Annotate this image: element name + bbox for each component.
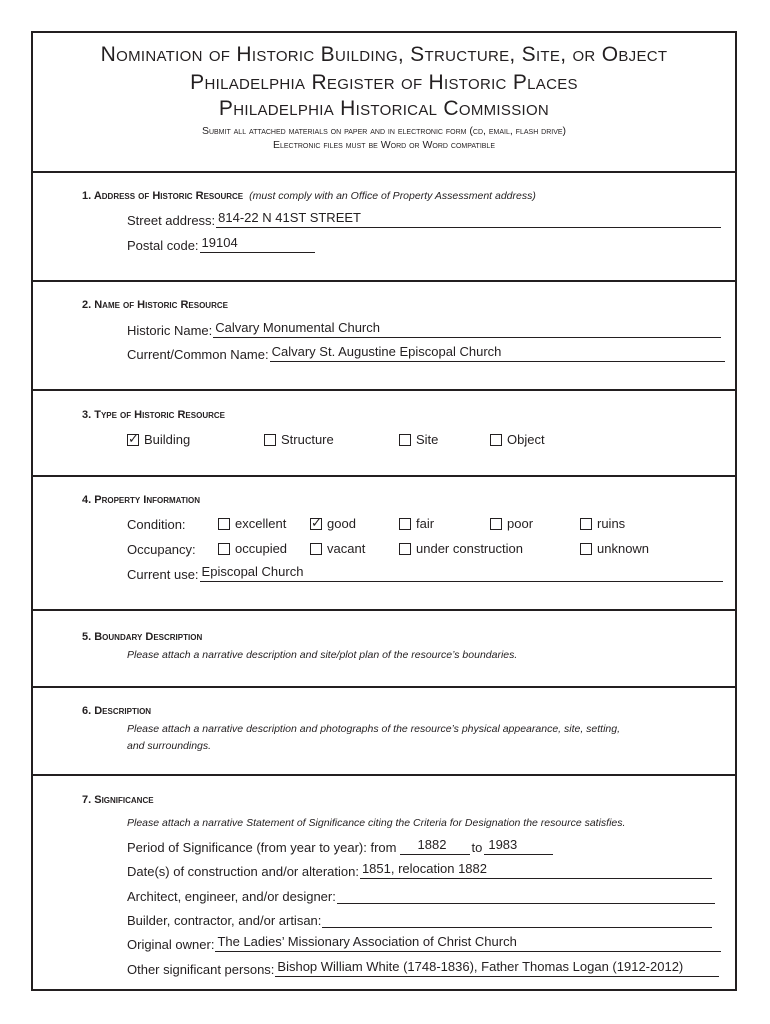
builder-label: Builder, contractor, and/or artisan:	[127, 913, 322, 928]
type-building-checkbox[interactable]	[127, 432, 190, 447]
condition-fair-checkbox[interactable]	[399, 516, 434, 531]
divider	[33, 171, 735, 173]
commission-title: Philadelphia Historical Commission	[218, 97, 550, 120]
type-structure-label: Structure	[281, 432, 334, 447]
checkbox-box	[399, 434, 411, 446]
occupancy-vacant-checkbox[interactable]	[310, 541, 365, 556]
occupancy-vacant-label: vacant	[327, 541, 366, 556]
type-object-checkbox[interactable]	[490, 432, 545, 447]
description-instructions-line-2: and surroundings.	[127, 740, 212, 752]
type-site-label: Site	[416, 432, 439, 447]
historic-name-row	[127, 322, 721, 338]
period-to-label: to	[471, 840, 483, 855]
significant-persons-row	[127, 961, 719, 977]
condition-poor-label: poor	[507, 516, 534, 531]
current-use-row	[127, 566, 723, 582]
boundary-instructions: Please attach a narrative description and site/plot plan of the resource’s boundaries.	[127, 649, 518, 661]
architect-field[interactable]	[337, 888, 715, 904]
street-address-label: Street address:	[127, 213, 216, 228]
period-to-field[interactable]	[484, 839, 553, 855]
section-2-heading: 2. Name of Historic Resource	[82, 299, 228, 311]
historic-name-value: Calvary Monumental Church	[215, 320, 380, 335]
condition-excellent-checkbox[interactable]	[218, 516, 286, 531]
postal-code-label: Postal code:	[127, 238, 199, 253]
checkbox-box	[399, 518, 411, 530]
section-1-title: 1. Address of Historic Resource	[82, 190, 244, 202]
type-structure-checkbox[interactable]	[264, 432, 334, 447]
historic-name-label: Historic Name:	[127, 323, 213, 338]
architect-row	[127, 888, 715, 904]
significant-persons-value: Bishop William White (1748-1836), Father Thomas Logan (1912-2012)	[277, 959, 684, 974]
occupancy-unknown-label: unknown	[597, 541, 650, 556]
section-1-heading	[82, 190, 536, 202]
significant-persons-field[interactable]	[275, 961, 719, 977]
common-name-value: Calvary St. Augustine Episcopal Church	[271, 344, 502, 359]
current-use-field[interactable]	[200, 566, 723, 582]
period-label: Period of Significance (from year to year): from	[127, 840, 397, 855]
condition-excellent-label: excellent	[235, 516, 287, 531]
occupancy-under-construction-label: under construction	[416, 541, 523, 556]
divider	[33, 609, 735, 611]
construction-dates-value: 1851, relocation 1882	[361, 861, 487, 876]
section-4-heading: 4. Property Information	[82, 494, 200, 506]
postal-code-value: 19104	[201, 235, 238, 250]
condition-ruins-label: ruins	[597, 516, 626, 531]
common-name-field[interactable]	[270, 346, 725, 362]
builder-field[interactable]	[322, 912, 712, 928]
checkbox-box	[264, 434, 276, 446]
postal-code-row	[127, 237, 315, 253]
checkbox-box	[490, 518, 502, 530]
condition-fair-label: fair	[416, 516, 435, 531]
common-name-label: Current/Common Name:	[127, 347, 269, 362]
period-to-value: 1983	[488, 837, 518, 852]
section-7-heading: 7. Significance	[82, 794, 154, 806]
builder-row	[127, 912, 712, 928]
type-object-label: Object	[507, 432, 545, 447]
checkbox-box	[218, 518, 230, 530]
current-use-label: Current use:	[127, 567, 199, 582]
occupancy-unknown-checkbox[interactable]	[580, 541, 649, 556]
checkbox-box	[127, 434, 139, 446]
period-from-value: 1882	[417, 837, 447, 852]
checkbox-box	[310, 518, 322, 530]
occupancy-under-construction-checkbox[interactable]	[399, 541, 523, 556]
section-1-note: (must comply with an Office of Property Assessment address)	[249, 190, 536, 202]
form-title: Nomination of Historic Building, Structure, Site, or Object	[100, 43, 668, 66]
condition-good-checkbox[interactable]	[310, 516, 356, 531]
divider	[33, 280, 735, 282]
file-format-instructions: Electronic files must be Word or Word compatible	[272, 139, 495, 151]
construction-dates-label: Date(s) of construction and/or alteration:	[127, 864, 359, 879]
postal-code-field[interactable]	[200, 237, 315, 253]
condition-label: Condition:	[127, 517, 186, 532]
occupancy-label: Occupancy:	[127, 542, 196, 557]
construction-dates-field[interactable]	[360, 863, 712, 879]
street-address-field[interactable]	[216, 212, 721, 228]
common-name-row	[127, 346, 725, 362]
original-owner-label: Original owner:	[127, 937, 215, 952]
historic-name-field[interactable]	[213, 322, 721, 338]
condition-ruins-checkbox[interactable]	[580, 516, 625, 531]
construction-dates-row	[127, 863, 712, 879]
submit-instructions: Submit all attached materials on paper and in electronic form (cd, email, flash drive)	[201, 125, 567, 137]
checkbox-box	[310, 543, 322, 555]
type-building-label: Building	[144, 432, 191, 447]
significance-instructions: Please attach a narrative Statement of Significance citing the Criteria for Designation the resource satisfies.	[127, 817, 626, 829]
type-site-checkbox[interactable]	[399, 432, 438, 447]
street-address-value: 814-22 N 41ST STREET	[218, 210, 361, 225]
section-6-heading: 6. Description	[82, 705, 152, 717]
section-5-heading: 5. Boundary Description	[82, 631, 203, 643]
significant-persons-label: Other significant persons:	[127, 962, 275, 977]
occupancy-occupied-label: occupied	[235, 541, 288, 556]
checkbox-box	[399, 543, 411, 555]
occupancy-occupied-checkbox[interactable]	[218, 541, 287, 556]
checkbox-box	[580, 518, 592, 530]
current-use-value: Episcopal Church	[201, 564, 304, 579]
divider	[33, 686, 735, 688]
divider	[33, 389, 735, 391]
period-of-significance-row	[127, 839, 553, 855]
condition-poor-checkbox[interactable]	[490, 516, 533, 531]
condition-good-label: good	[327, 516, 356, 531]
register-title: Philadelphia Register of Historic Places	[190, 71, 578, 94]
original-owner-row	[127, 936, 721, 952]
section-3-heading: 3. Type of Historic Resource	[82, 409, 225, 421]
divider	[33, 774, 735, 776]
original-owner-value: The Ladies’ Missionary Association of Christ Church	[217, 934, 517, 949]
checkbox-box	[580, 543, 592, 555]
checkbox-box	[218, 543, 230, 555]
architect-label: Architect, engineer, and/or designer:	[127, 889, 336, 904]
description-instructions-line-1: Please attach a narrative description and photographs of the resource’s physical appearance, site, setting,	[127, 723, 621, 735]
checkbox-box	[490, 434, 502, 446]
original-owner-field[interactable]	[215, 936, 721, 952]
divider	[33, 475, 735, 477]
period-from-field[interactable]	[400, 839, 470, 855]
street-address-row	[127, 212, 721, 228]
